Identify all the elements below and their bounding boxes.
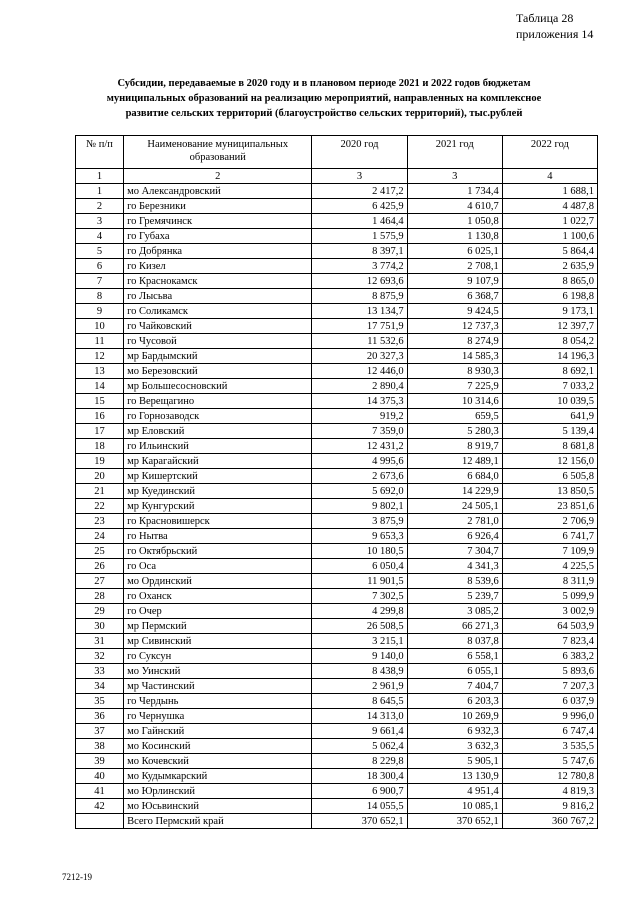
value-2020: 2 961,9 <box>312 679 407 694</box>
municipality-name: мр Кишертский <box>124 469 312 484</box>
value-2020: 20 327,3 <box>312 349 407 364</box>
value-2020: 8 397,1 <box>312 244 407 259</box>
row-number: 33 <box>76 664 124 679</box>
value-2021: 6 558,1 <box>407 649 502 664</box>
row-number: 19 <box>76 454 124 469</box>
table-row <box>76 769 598 784</box>
municipality-name: го Чернушка <box>124 709 312 724</box>
value-2020: 4 299,8 <box>312 604 407 619</box>
value-2020: 9 661,4 <box>312 724 407 739</box>
value-2021: 6 368,7 <box>407 289 502 304</box>
value-2021: 6 926,4 <box>407 529 502 544</box>
value-2021: 10 269,9 <box>407 709 502 724</box>
value-2020: 3 774,2 <box>312 259 407 274</box>
value-2020: 1 464,4 <box>312 214 407 229</box>
municipality-name: го Соликамск <box>124 304 312 319</box>
table-row <box>76 604 598 619</box>
value-2022: 8 311,9 <box>502 574 597 589</box>
value-2020: 6 900,7 <box>312 784 407 799</box>
value-2021: 1 734,4 <box>407 184 502 199</box>
value-2021: 9 107,9 <box>407 274 502 289</box>
value-2022: 64 503,9 <box>502 619 597 634</box>
value-2020: 7 302,5 <box>312 589 407 604</box>
value-2021: 9 424,5 <box>407 304 502 319</box>
value-2021: 3 632,3 <box>407 739 502 754</box>
table-row <box>76 394 598 409</box>
table-row <box>76 484 598 499</box>
table-row <box>76 379 598 394</box>
table-row <box>76 409 598 424</box>
table-row <box>76 694 598 709</box>
value-2020: 8 875,9 <box>312 289 407 304</box>
row-number: 30 <box>76 619 124 634</box>
value-2021: 12 737,3 <box>407 319 502 334</box>
value-2020: 18 300,4 <box>312 769 407 784</box>
value-2022: 3 002,9 <box>502 604 597 619</box>
value-2020: 17 751,9 <box>312 319 407 334</box>
table-row <box>76 364 598 379</box>
table-body <box>76 184 598 814</box>
value-2021: 7 404,7 <box>407 679 502 694</box>
value-2021: 6 025,1 <box>407 244 502 259</box>
value-2020: 3 875,9 <box>312 514 407 529</box>
table-row <box>76 709 598 724</box>
value-2020: 2 890,4 <box>312 379 407 394</box>
row-number: 3 <box>76 214 124 229</box>
table-row <box>76 679 598 694</box>
value-2022: 12 397,7 <box>502 319 597 334</box>
total-number <box>76 814 124 829</box>
value-2021: 8 919,7 <box>407 439 502 454</box>
value-2021: 3 085,2 <box>407 604 502 619</box>
value-2022: 5 747,6 <box>502 754 597 769</box>
municipality-name: мр Частинский <box>124 679 312 694</box>
value-2021: 8 930,3 <box>407 364 502 379</box>
table-header-row <box>76 136 598 169</box>
value-2021: 14 229,9 <box>407 484 502 499</box>
table-row <box>76 544 598 559</box>
value-2022: 641,9 <box>502 409 597 424</box>
table-row <box>76 754 598 769</box>
municipality-name: го Кизел <box>124 259 312 274</box>
value-2021: 13 130,9 <box>407 769 502 784</box>
row-number: 32 <box>76 649 124 664</box>
row-number: 14 <box>76 379 124 394</box>
row-number: 16 <box>76 409 124 424</box>
value-2021: 5 280,3 <box>407 424 502 439</box>
municipality-name: го Губаха <box>124 229 312 244</box>
header-number: № п/п <box>76 136 124 169</box>
value-2021: 8 274,9 <box>407 334 502 349</box>
row-number: 6 <box>76 259 124 274</box>
table-row <box>76 514 598 529</box>
value-2022: 7 109,9 <box>502 544 597 559</box>
title-line: Субсидии, передаваемые в 2020 году и в плановом периоде 2021 и 2022 годов бюджетам <box>117 78 531 89</box>
row-number: 38 <box>76 739 124 754</box>
value-2022: 6 741,7 <box>502 529 597 544</box>
value-2022: 9 996,0 <box>502 709 597 724</box>
municipality-name: го Чусовой <box>124 334 312 349</box>
table-row <box>76 259 598 274</box>
total-2021: 370 652,1 <box>407 814 502 829</box>
value-2022: 7 033,2 <box>502 379 597 394</box>
row-number: 18 <box>76 439 124 454</box>
municipality-name: го Березники <box>124 199 312 214</box>
value-2021: 6 932,3 <box>407 724 502 739</box>
table-row <box>76 649 598 664</box>
municipality-name: мр Сивинский <box>124 634 312 649</box>
title-line: муниципальных образований на реализацию мероприятий, направленных на комплексное <box>106 93 542 104</box>
value-2020: 3 215,1 <box>312 634 407 649</box>
row-number: 15 <box>76 394 124 409</box>
value-2020: 10 180,5 <box>312 544 407 559</box>
row-number: 12 <box>76 349 124 364</box>
appendix-number: приложения 14 <box>516 27 594 41</box>
table-row <box>76 634 598 649</box>
column-number-row <box>76 169 598 184</box>
value-2020: 8 645,5 <box>312 694 407 709</box>
value-2021: 1 130,8 <box>407 229 502 244</box>
value-2022: 8 865,0 <box>502 274 597 289</box>
column-number: 4 <box>502 169 597 184</box>
row-number: 36 <box>76 709 124 724</box>
value-2020: 9 140,0 <box>312 649 407 664</box>
row-number: 11 <box>76 334 124 349</box>
value-2020: 5 062,4 <box>312 739 407 754</box>
value-2022: 5 139,4 <box>502 424 597 439</box>
value-2020: 14 375,3 <box>312 394 407 409</box>
row-number: 26 <box>76 559 124 574</box>
value-2022: 4 819,3 <box>502 784 597 799</box>
table-row <box>76 319 598 334</box>
value-2021: 7 225,9 <box>407 379 502 394</box>
municipality-name: го Горнозаводск <box>124 409 312 424</box>
value-2021: 66 271,3 <box>407 619 502 634</box>
municipality-name: го Лысьва <box>124 289 312 304</box>
column-number: 2 <box>124 169 312 184</box>
value-2022: 9 816,2 <box>502 799 597 814</box>
value-2022: 1 688,1 <box>502 184 597 199</box>
table-row <box>76 784 598 799</box>
value-2021: 14 585,3 <box>407 349 502 364</box>
row-number: 1 <box>76 184 124 199</box>
value-2022: 1 100,6 <box>502 229 597 244</box>
table-row <box>76 724 598 739</box>
value-2022: 23 851,6 <box>502 499 597 514</box>
municipality-name: го Суксун <box>124 649 312 664</box>
total-label: Всего Пермский край <box>124 814 312 829</box>
row-number: 13 <box>76 364 124 379</box>
row-number: 2 <box>76 199 124 214</box>
value-2021: 4 951,4 <box>407 784 502 799</box>
value-2021: 6 055,1 <box>407 664 502 679</box>
row-number: 40 <box>76 769 124 784</box>
municipality-name: го Октябрьский <box>124 544 312 559</box>
table-row <box>76 199 598 214</box>
document-title <box>44 76 604 121</box>
row-number: 23 <box>76 514 124 529</box>
row-number: 34 <box>76 679 124 694</box>
row-number: 39 <box>76 754 124 769</box>
header-2020: 2020 год <box>312 136 407 169</box>
municipality-name: мо Юсьвинский <box>124 799 312 814</box>
municipality-name: мр Еловский <box>124 424 312 439</box>
table-row <box>76 529 598 544</box>
table-row <box>76 244 598 259</box>
value-2020: 7 359,0 <box>312 424 407 439</box>
value-2022: 12 156,0 <box>502 454 597 469</box>
value-2022: 8 054,2 <box>502 334 597 349</box>
municipality-name: го Нытва <box>124 529 312 544</box>
municipality-name: мр Пермский <box>124 619 312 634</box>
value-2021: 5 239,7 <box>407 589 502 604</box>
value-2021: 7 304,7 <box>407 544 502 559</box>
table-row <box>76 799 598 814</box>
value-2022: 8 692,1 <box>502 364 597 379</box>
value-2022: 7 823,4 <box>502 634 597 649</box>
value-2022: 6 037,9 <box>502 694 597 709</box>
table-row <box>76 289 598 304</box>
value-2020: 9 802,1 <box>312 499 407 514</box>
value-2020: 8 229,8 <box>312 754 407 769</box>
value-2021: 10 314,6 <box>407 394 502 409</box>
value-2020: 9 653,3 <box>312 529 407 544</box>
row-number: 27 <box>76 574 124 589</box>
municipality-name: го Верещагино <box>124 394 312 409</box>
municipality-name: мо Уинский <box>124 664 312 679</box>
municipality-name: го Оханск <box>124 589 312 604</box>
table-row <box>76 589 598 604</box>
row-number: 29 <box>76 604 124 619</box>
row-number: 17 <box>76 424 124 439</box>
value-2021: 8 539,6 <box>407 574 502 589</box>
value-2020: 11 901,5 <box>312 574 407 589</box>
value-2021: 2 781,0 <box>407 514 502 529</box>
municipality-name: мр Кунгурский <box>124 499 312 514</box>
table-number: Таблица 28 <box>516 11 574 25</box>
table-row <box>76 664 598 679</box>
value-2021: 2 708,1 <box>407 259 502 274</box>
value-2022: 3 535,5 <box>502 739 597 754</box>
table-row <box>76 574 598 589</box>
value-2020: 11 532,6 <box>312 334 407 349</box>
municipality-name: мо Александровский <box>124 184 312 199</box>
table-row <box>76 454 598 469</box>
municipality-name: го Гремячинск <box>124 214 312 229</box>
value-2022: 4 225,5 <box>502 559 597 574</box>
value-2021: 6 203,3 <box>407 694 502 709</box>
value-2022: 9 173,1 <box>502 304 597 319</box>
value-2020: 12 693,6 <box>312 274 407 289</box>
subsidy-table <box>75 135 598 829</box>
municipality-name: мо Ординский <box>124 574 312 589</box>
table-row <box>76 349 598 364</box>
title-line: развитие сельских территорий (благоустройство сельских территорий), тыс.рублей <box>125 108 523 119</box>
municipality-name: мо Березовский <box>124 364 312 379</box>
total-2020: 370 652,1 <box>312 814 407 829</box>
value-2021: 6 684,0 <box>407 469 502 484</box>
header-2021: 2021 год <box>407 136 502 169</box>
municipality-name: мо Юрлинский <box>124 784 312 799</box>
value-2022: 2 635,9 <box>502 259 597 274</box>
row-number: 7 <box>76 274 124 289</box>
municipality-name: мо Кудымкарский <box>124 769 312 784</box>
row-number: 10 <box>76 319 124 334</box>
table-row <box>76 424 598 439</box>
row-number: 37 <box>76 724 124 739</box>
value-2022: 13 850,5 <box>502 484 597 499</box>
municipality-name: го Краснокамск <box>124 274 312 289</box>
row-number: 42 <box>76 799 124 814</box>
value-2022: 5 864,4 <box>502 244 597 259</box>
table-row <box>76 739 598 754</box>
value-2020: 6 425,9 <box>312 199 407 214</box>
table-row <box>76 619 598 634</box>
value-2021: 4 341,3 <box>407 559 502 574</box>
row-number: 21 <box>76 484 124 499</box>
total-2022: 360 767,2 <box>502 814 597 829</box>
municipality-name: го Очер <box>124 604 312 619</box>
value-2020: 5 692,0 <box>312 484 407 499</box>
municipality-name: мр Бардымский <box>124 349 312 364</box>
value-2022: 8 681,8 <box>502 439 597 454</box>
value-2022: 4 487,8 <box>502 199 597 214</box>
value-2021: 1 050,8 <box>407 214 502 229</box>
municipality-name: го Ильинский <box>124 439 312 454</box>
value-2022: 10 039,5 <box>502 394 597 409</box>
value-2021: 659,5 <box>407 409 502 424</box>
table-row <box>76 334 598 349</box>
value-2021: 10 085,1 <box>407 799 502 814</box>
municipality-name: мр Карагайский <box>124 454 312 469</box>
row-number: 22 <box>76 499 124 514</box>
row-number: 41 <box>76 784 124 799</box>
column-number: 1 <box>76 169 124 184</box>
table-row <box>76 184 598 199</box>
value-2022: 6 747,4 <box>502 724 597 739</box>
municipality-name: го Чердынь <box>124 694 312 709</box>
row-number: 25 <box>76 544 124 559</box>
value-2021: 8 037,8 <box>407 634 502 649</box>
value-2020: 1 575,9 <box>312 229 407 244</box>
municipality-name: го Красновишерск <box>124 514 312 529</box>
row-number: 24 <box>76 529 124 544</box>
value-2020: 4 995,6 <box>312 454 407 469</box>
value-2020: 2 417,2 <box>312 184 407 199</box>
column-number: 3 <box>312 169 407 184</box>
value-2021: 5 905,1 <box>407 754 502 769</box>
value-2022: 2 706,9 <box>502 514 597 529</box>
value-2022: 5 099,9 <box>502 589 597 604</box>
value-2020: 12 446,0 <box>312 364 407 379</box>
table-row <box>76 229 598 244</box>
table-row <box>76 559 598 574</box>
table-row <box>76 439 598 454</box>
value-2022: 1 022,7 <box>502 214 597 229</box>
table-row <box>76 274 598 289</box>
municipality-name: мо Гайнский <box>124 724 312 739</box>
value-2022: 6 198,8 <box>502 289 597 304</box>
value-2020: 8 438,9 <box>312 664 407 679</box>
value-2021: 12 489,1 <box>407 454 502 469</box>
value-2020: 14 313,0 <box>312 709 407 724</box>
table-row <box>76 214 598 229</box>
municipality-name: мо Косинский <box>124 739 312 754</box>
row-number: 35 <box>76 694 124 709</box>
municipality-name: мо Кочевский <box>124 754 312 769</box>
total-row <box>76 814 598 829</box>
value-2020: 13 134,7 <box>312 304 407 319</box>
municipality-name: го Добрянка <box>124 244 312 259</box>
value-2022: 7 207,3 <box>502 679 597 694</box>
row-number: 4 <box>76 229 124 244</box>
row-number: 20 <box>76 469 124 484</box>
table-row <box>76 469 598 484</box>
value-2020: 12 431,2 <box>312 439 407 454</box>
value-2022: 5 893,6 <box>502 664 597 679</box>
header-name: Наименование муниципальных образований <box>124 136 312 169</box>
value-2020: 14 055,5 <box>312 799 407 814</box>
municipality-name: го Оса <box>124 559 312 574</box>
row-number: 9 <box>76 304 124 319</box>
municipality-name: мр Куединский <box>124 484 312 499</box>
document-code: 7212-19 <box>62 872 92 882</box>
row-number: 28 <box>76 589 124 604</box>
row-number: 31 <box>76 634 124 649</box>
row-number: 5 <box>76 244 124 259</box>
value-2020: 6 050,4 <box>312 559 407 574</box>
value-2021: 4 610,7 <box>407 199 502 214</box>
value-2022: 6 505,8 <box>502 469 597 484</box>
value-2020: 26 508,5 <box>312 619 407 634</box>
value-2020: 919,2 <box>312 409 407 424</box>
value-2022: 6 383,2 <box>502 649 597 664</box>
column-number: 3 <box>407 169 502 184</box>
value-2020: 2 673,6 <box>312 469 407 484</box>
table-row <box>76 499 598 514</box>
value-2021: 24 505,1 <box>407 499 502 514</box>
municipality-name: мр Большесосновский <box>124 379 312 394</box>
table-row <box>76 304 598 319</box>
value-2022: 12 780,8 <box>502 769 597 784</box>
table-reference <box>516 10 593 42</box>
row-number: 8 <box>76 289 124 304</box>
header-2022: 2022 год <box>502 136 597 169</box>
value-2022: 14 196,3 <box>502 349 597 364</box>
municipality-name: го Чайковский <box>124 319 312 334</box>
